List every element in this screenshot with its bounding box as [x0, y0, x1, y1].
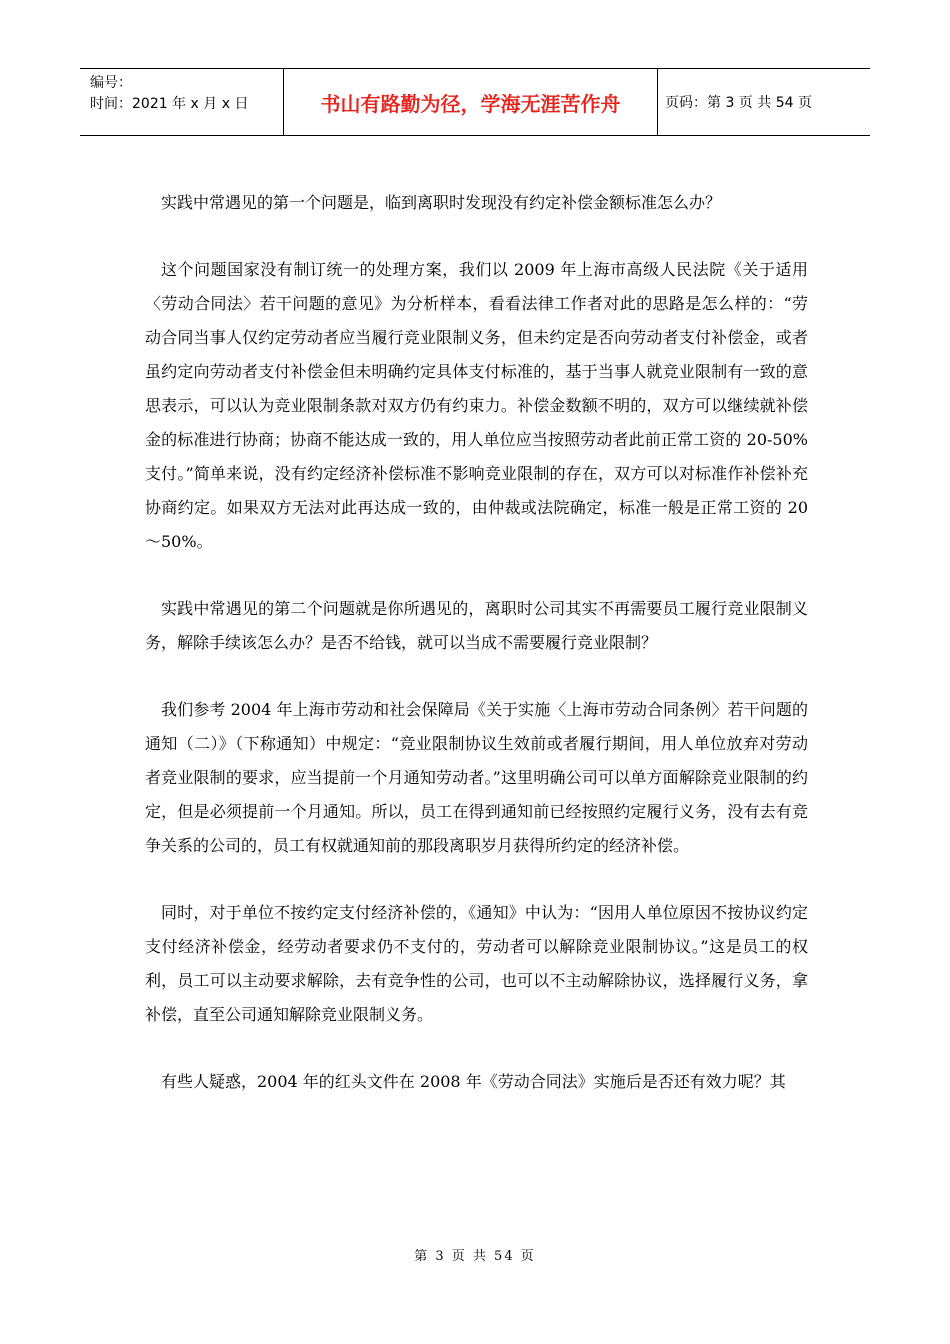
paragraph-1: 实践中常遇见的第一个问题是，临到离职时发现没有约定补偿金额标准怎么办？ — [161, 193, 722, 212]
paragraph-4: 我们参考 2004 年上海市劳动和社会保障局《关于实施〈上海市劳动合同条例〉若干问题的通知（二）》（下称通知）中规定：“竞业限制协议生效前或者履行期间，用人单位放弃对劳动者竞业限制的要求，应当提前一个月通知劳动者。”这里明确公司可以单方面解除竞业限制的约定，但是必须提前一个月通知。所以，员工在得到通知前已经按照约定履行义务，没有去有竞争关系的公司的，员工有权就通知前的那段离职岁月获得所约定的经济补偿。 — [145, 700, 808, 855]
header-motto-cell — [283, 69, 658, 135]
paragraph-5: 同时，对于单位不按约定支付经济补偿的，《通知》中认为：“因用人单位原因不按协议约定支付经济补偿金，经劳动者要求仍不支付的，劳动者可以解除竞业限制协议。”这是员工的权利，员工可以主动要求解除，去有竞争性的公司，也可以不主动解除协议，选择履行义务，拿补偿，直至公司通知解除竞业限制义务。 — [145, 903, 808, 1024]
document-date-label: 时间：2021 年 x 月 x 日 — [90, 96, 249, 112]
document-body — [145, 186, 808, 1132]
document-number-label: 编号： — [90, 75, 132, 91]
header-motto: 书山有路勤为径，学海无涯苦作舟 — [320, 91, 621, 116]
page-header — [80, 68, 870, 136]
header-page-cell — [658, 69, 870, 135]
paragraph-3: 实践中常遇见的第二个问题就是你所遇见的，离职时公司其实不再需要员工履行竞业限制义务，解除手续该怎么办？是否不给钱，就可以当成不需要履行竞业限制？ — [145, 599, 808, 652]
paragraph-6: 有些人疑惑，2004 年的红头文件在 2008 年《劳动合同法》实施后是否还有效力呢？其 — [161, 1072, 786, 1091]
paragraph-2: 这个问题国家没有制订统一的处理方案，我们以 2009 年上海市高级人民法院《关于适用〈劳动合同法〉若干问题的意见》为分析样本，看看法律工作者对此的思路是怎么样的：“劳动合同当事人仅约定劳动者应当履行竞业限制义务，但未约定是否向劳动者支付补偿金，或者虽约定向劳动者支付补偿金但未明确约定具体支付标准的，基于当事人就竞业限制有一致的意思表示，可以认为竞业限制条款对双方仍有约束力。补偿金数额不明的，双方可以继续就补偿金的标准进行协商；协商不能达成一致的，用人单位应当按照劳动者此前正常工资的 20-50%支付。”简单来说，没有约定经济补偿标准不影响竞业限制的存在，双方可以对标准作补偿补充协商约定。如果双方无法对此再达成一致的，由仲裁或法院确定，标准一般是正常工资的 20～50%。 — [145, 260, 808, 551]
header-page-label: 页码：第 3 页 共 54 页 — [665, 95, 812, 111]
page-footer: 第 3 页 共 54 页 — [414, 1249, 536, 1264]
header-meta — [80, 69, 283, 135]
